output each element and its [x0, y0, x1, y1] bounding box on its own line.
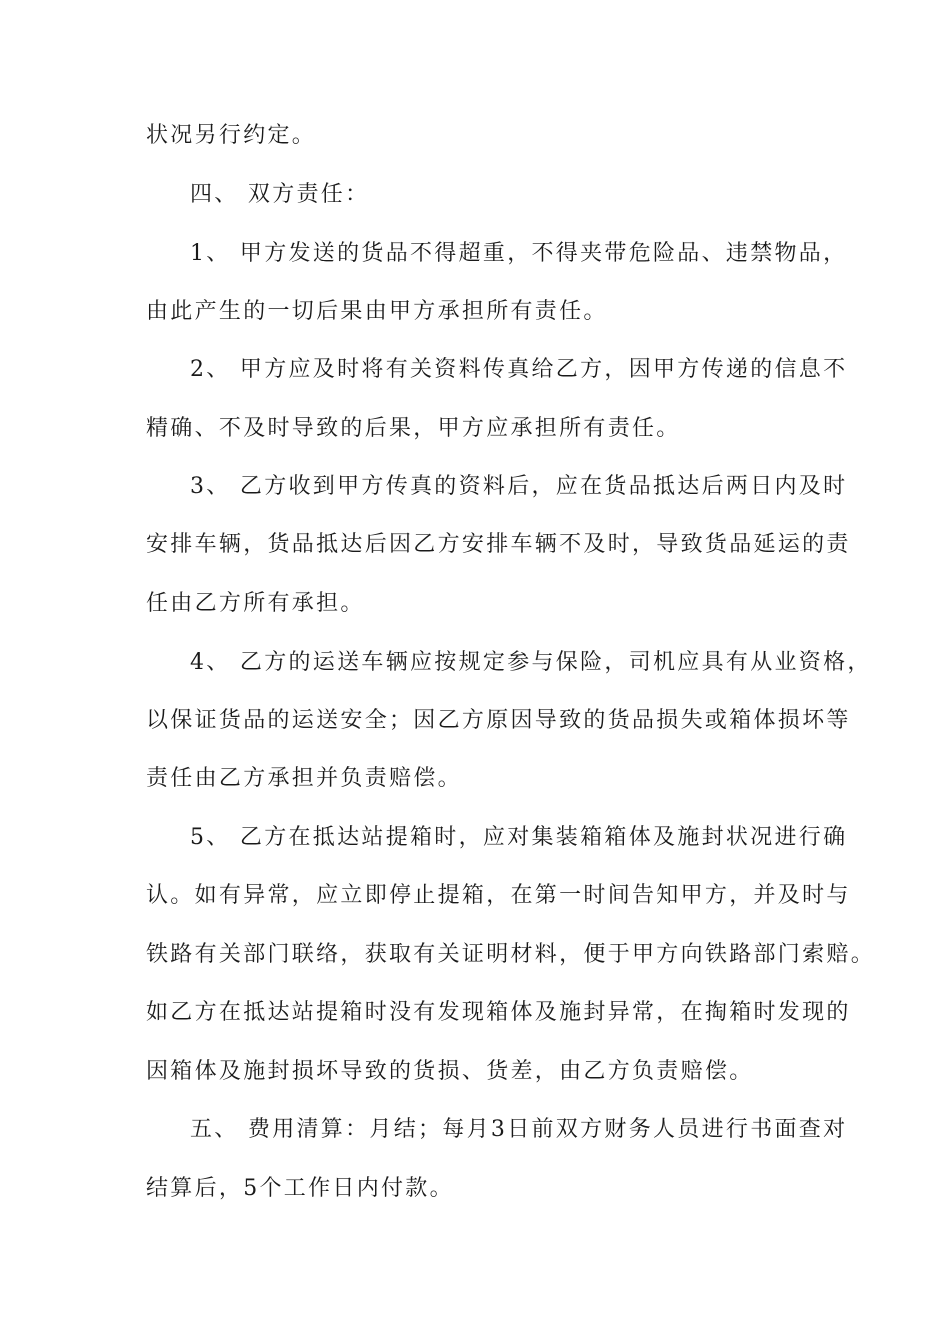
- text-line: 因箱体及施封损坏导致的货损、货差，由乙方负责赔偿。: [146, 1059, 754, 1084]
- text-line: 责任由乙方承担并负责赔偿。: [146, 766, 462, 791]
- text-line: 如乙方在抵达站提箱时没有发现箱体及施封异常，在掏箱时发现的: [146, 1000, 851, 1025]
- text-line: 状况另行约定。: [146, 123, 317, 148]
- text-line: 2、 甲方应及时将有关资料传真给乙方，因甲方传递的信息不: [190, 357, 848, 382]
- text-line: 精确、不及时导致的后果，甲方应承担所有责任。: [146, 416, 681, 441]
- text-line: 结算后，5个工作日内付款。: [146, 1176, 454, 1201]
- text-line: 任由乙方所有承担。: [146, 591, 365, 616]
- text-line: 3、 乙方收到甲方传真的资料后，应在货品抵达后两日内及时: [190, 474, 848, 499]
- text-line: 由此产生的一切后果由甲方承担所有责任。: [146, 299, 608, 324]
- text-line: 安排车辆，货品抵达后因乙方安排车辆不及时，导致货品延运的责: [146, 532, 851, 557]
- section-heading: 五、 费用清算：月结；每月3日前双方财务人员进行书面查对: [190, 1117, 848, 1142]
- section-heading: 四、 双方责任：: [190, 182, 370, 207]
- text-line: 1、 甲方发送的货品不得超重，不得夹带危险品、违禁物品，: [190, 241, 848, 266]
- text-line: 认。如有异常，应立即停止提箱，在第一时间告知甲方，并及时与: [146, 883, 851, 908]
- text-line: 5、 乙方在抵达站提箱时，应对集装箱箱体及施封状况进行确: [190, 825, 848, 850]
- text-line: 铁路有关部门联络，获取有关证明材料，便于甲方向铁路部门索赔。: [146, 942, 876, 967]
- text-line: 以保证货品的运送安全；因乙方原因导致的货品损失或箱体损坏等: [146, 708, 851, 733]
- text-line: 4、 乙方的运送车辆应按规定参与保险，司机应具有从业资格，: [190, 650, 872, 675]
